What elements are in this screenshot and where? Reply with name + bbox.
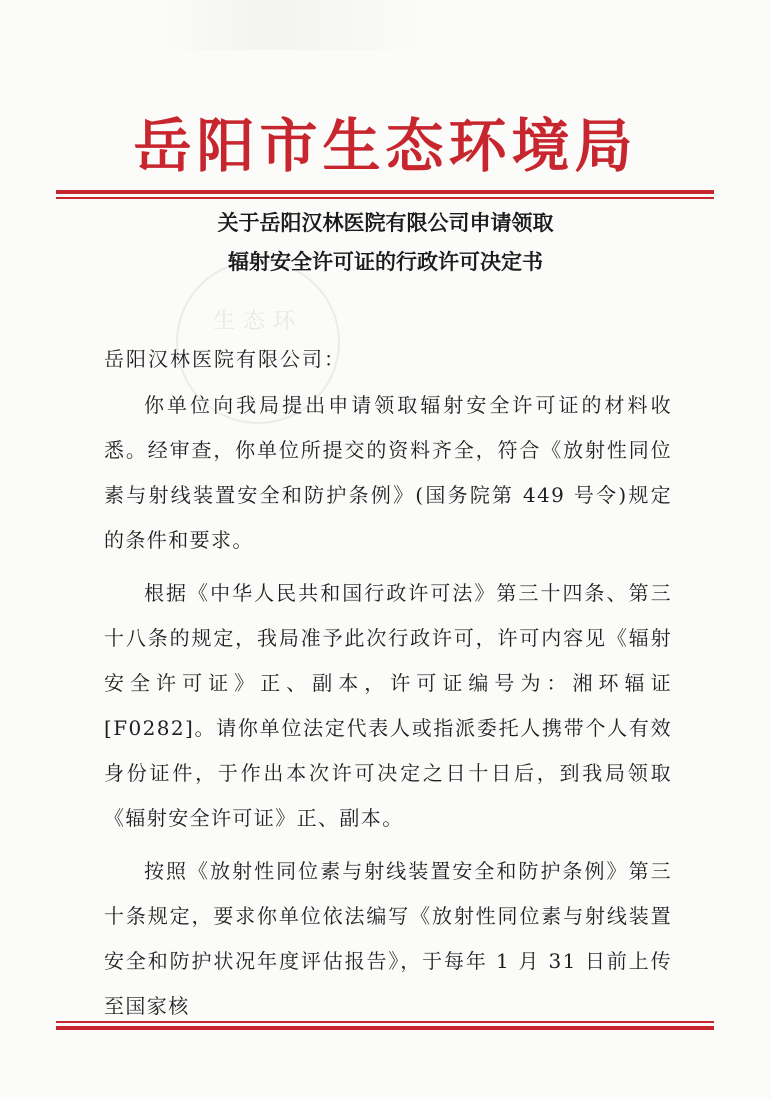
document-title-line-1: 关于岳阳汉林医院有限公司申请领取 [217,211,554,235]
document-title-line-2: 辐射安全许可证的行政许可决定书 [228,250,543,274]
paragraph-1: 你单位向我局提出申请领取辐射安全许可证的材料收悉。经审查，你单位所提交的资料齐全，符合《放射性同位素与射线装置安全和防护条例》(国务院第 449 号令)规定的条件和要求。 [104,393,672,552]
salutation: 岳阳汉林医院有限公司： [104,347,346,371]
paragraph-2: 根据《中华人民共和国行政许可法》第三十四条、第三十八条的规定，我局准予此次行政许可，许可内容见《辐射安全许可证》正、副本，许可证编号为：湘环辐证[F0282]。请你单位法定代表人或指派委托人携带个人有效身份证件，于作出本次许可决定之日十日后，到我局领取《辐射安全许可证》正、副本。 [104,581,672,830]
letterhead-rule-thick [56,190,714,194]
scan-smudge [160,0,430,50]
letterhead-agency-name: 岳阳市生态环境局 [133,112,638,180]
footer-rule-thick [56,1026,714,1030]
footer-rule-thin [56,1021,714,1023]
paragraph-3: 按照《放射性同位素与射线装置安全和防护条例》第三十条规定，要求你单位依法编写《放射性同位素与射线装置安全和防护状况年度评估报告》，于每年 1 月 31 日前上传至国家核 [104,859,672,1018]
faded-seal-stamp: 生态环 [176,260,340,424]
letterhead-rule-thin [56,197,714,199]
